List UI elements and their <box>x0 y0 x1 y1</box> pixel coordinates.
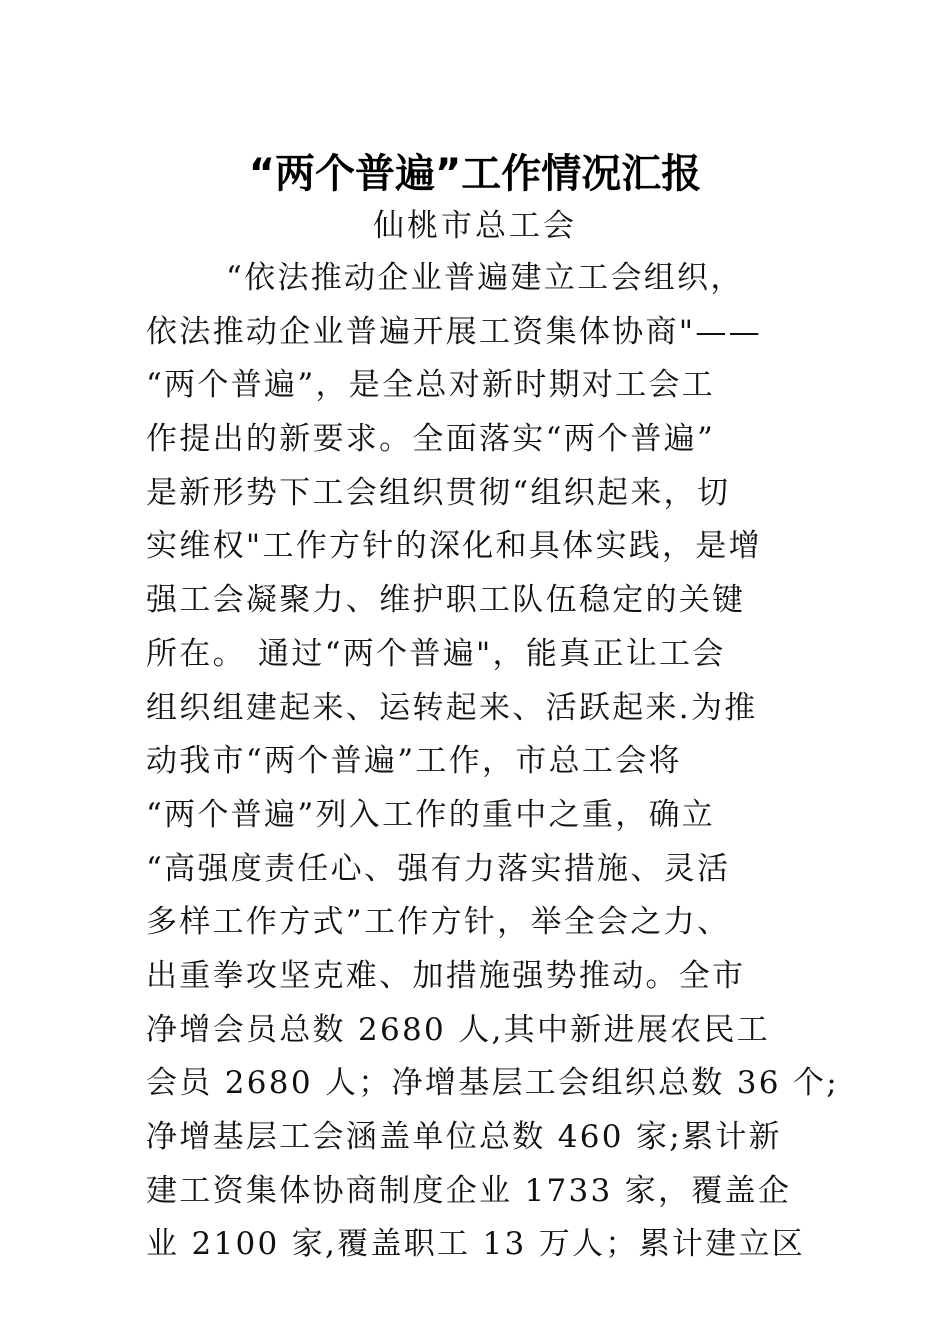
body-line: 净增基层工会涵盖单位总数 460 家;累计新 <box>146 1119 782 1155</box>
body-line: 业 2100 家,覆盖职工 13 万人；累计建立区 <box>146 1226 806 1263</box>
body-line: 建工资集体协商制度企业 1733 家，覆盖企 <box>146 1172 792 1209</box>
body-line: “依法推动企业普遍建立工会组织， <box>226 260 744 296</box>
body-line: 出重拳攻坚克难、加措施强势推动。全市 <box>146 957 746 994</box>
body-line: 会员 2680 人；净增基层工会组织总数 36 个; <box>146 1065 839 1102</box>
document-body <box>146 252 839 1272</box>
body-line: 是新形势下工会组织贯彻“组织起来，切 <box>146 474 731 511</box>
body-line: “两个普遍”列入工作的重中之重，确立 <box>146 796 716 833</box>
body-line: 动我市“两个普遍”工作，市总工会将 <box>146 743 682 780</box>
body-line: 依法推动企业普遍开展工资集体协商"—— <box>146 313 762 350</box>
body-line: 多样工作方式”工作方针，举全会之力、 <box>146 904 731 941</box>
body-line: 实维权"工作方针的深化和具体实践，是增 <box>146 528 762 565</box>
document-title: “两个普遍”工作情况汇报 <box>248 151 702 197</box>
document-organization: 仙桃市总工会 <box>373 208 577 244</box>
body-line: “高强度责任心、强有力落实措施、灵活 <box>146 850 731 887</box>
body-line: 组织组建起来、运转起来、活跃起来.为推 <box>146 689 758 726</box>
body-line: 所在。 通过“两个普遍"，能真正让工会 <box>146 635 726 672</box>
body-line: 净增会员总数 2680 人,其中新进展农民工 <box>146 1011 771 1048</box>
body-line: 强工会凝聚力、维护职工队伍稳定的关键 <box>146 582 746 619</box>
body-line: “两个普遍”，是全总对新时期对工会工 <box>146 367 716 404</box>
body-line: 作提出的新要求。全面落实“两个普遍” <box>146 421 716 458</box>
